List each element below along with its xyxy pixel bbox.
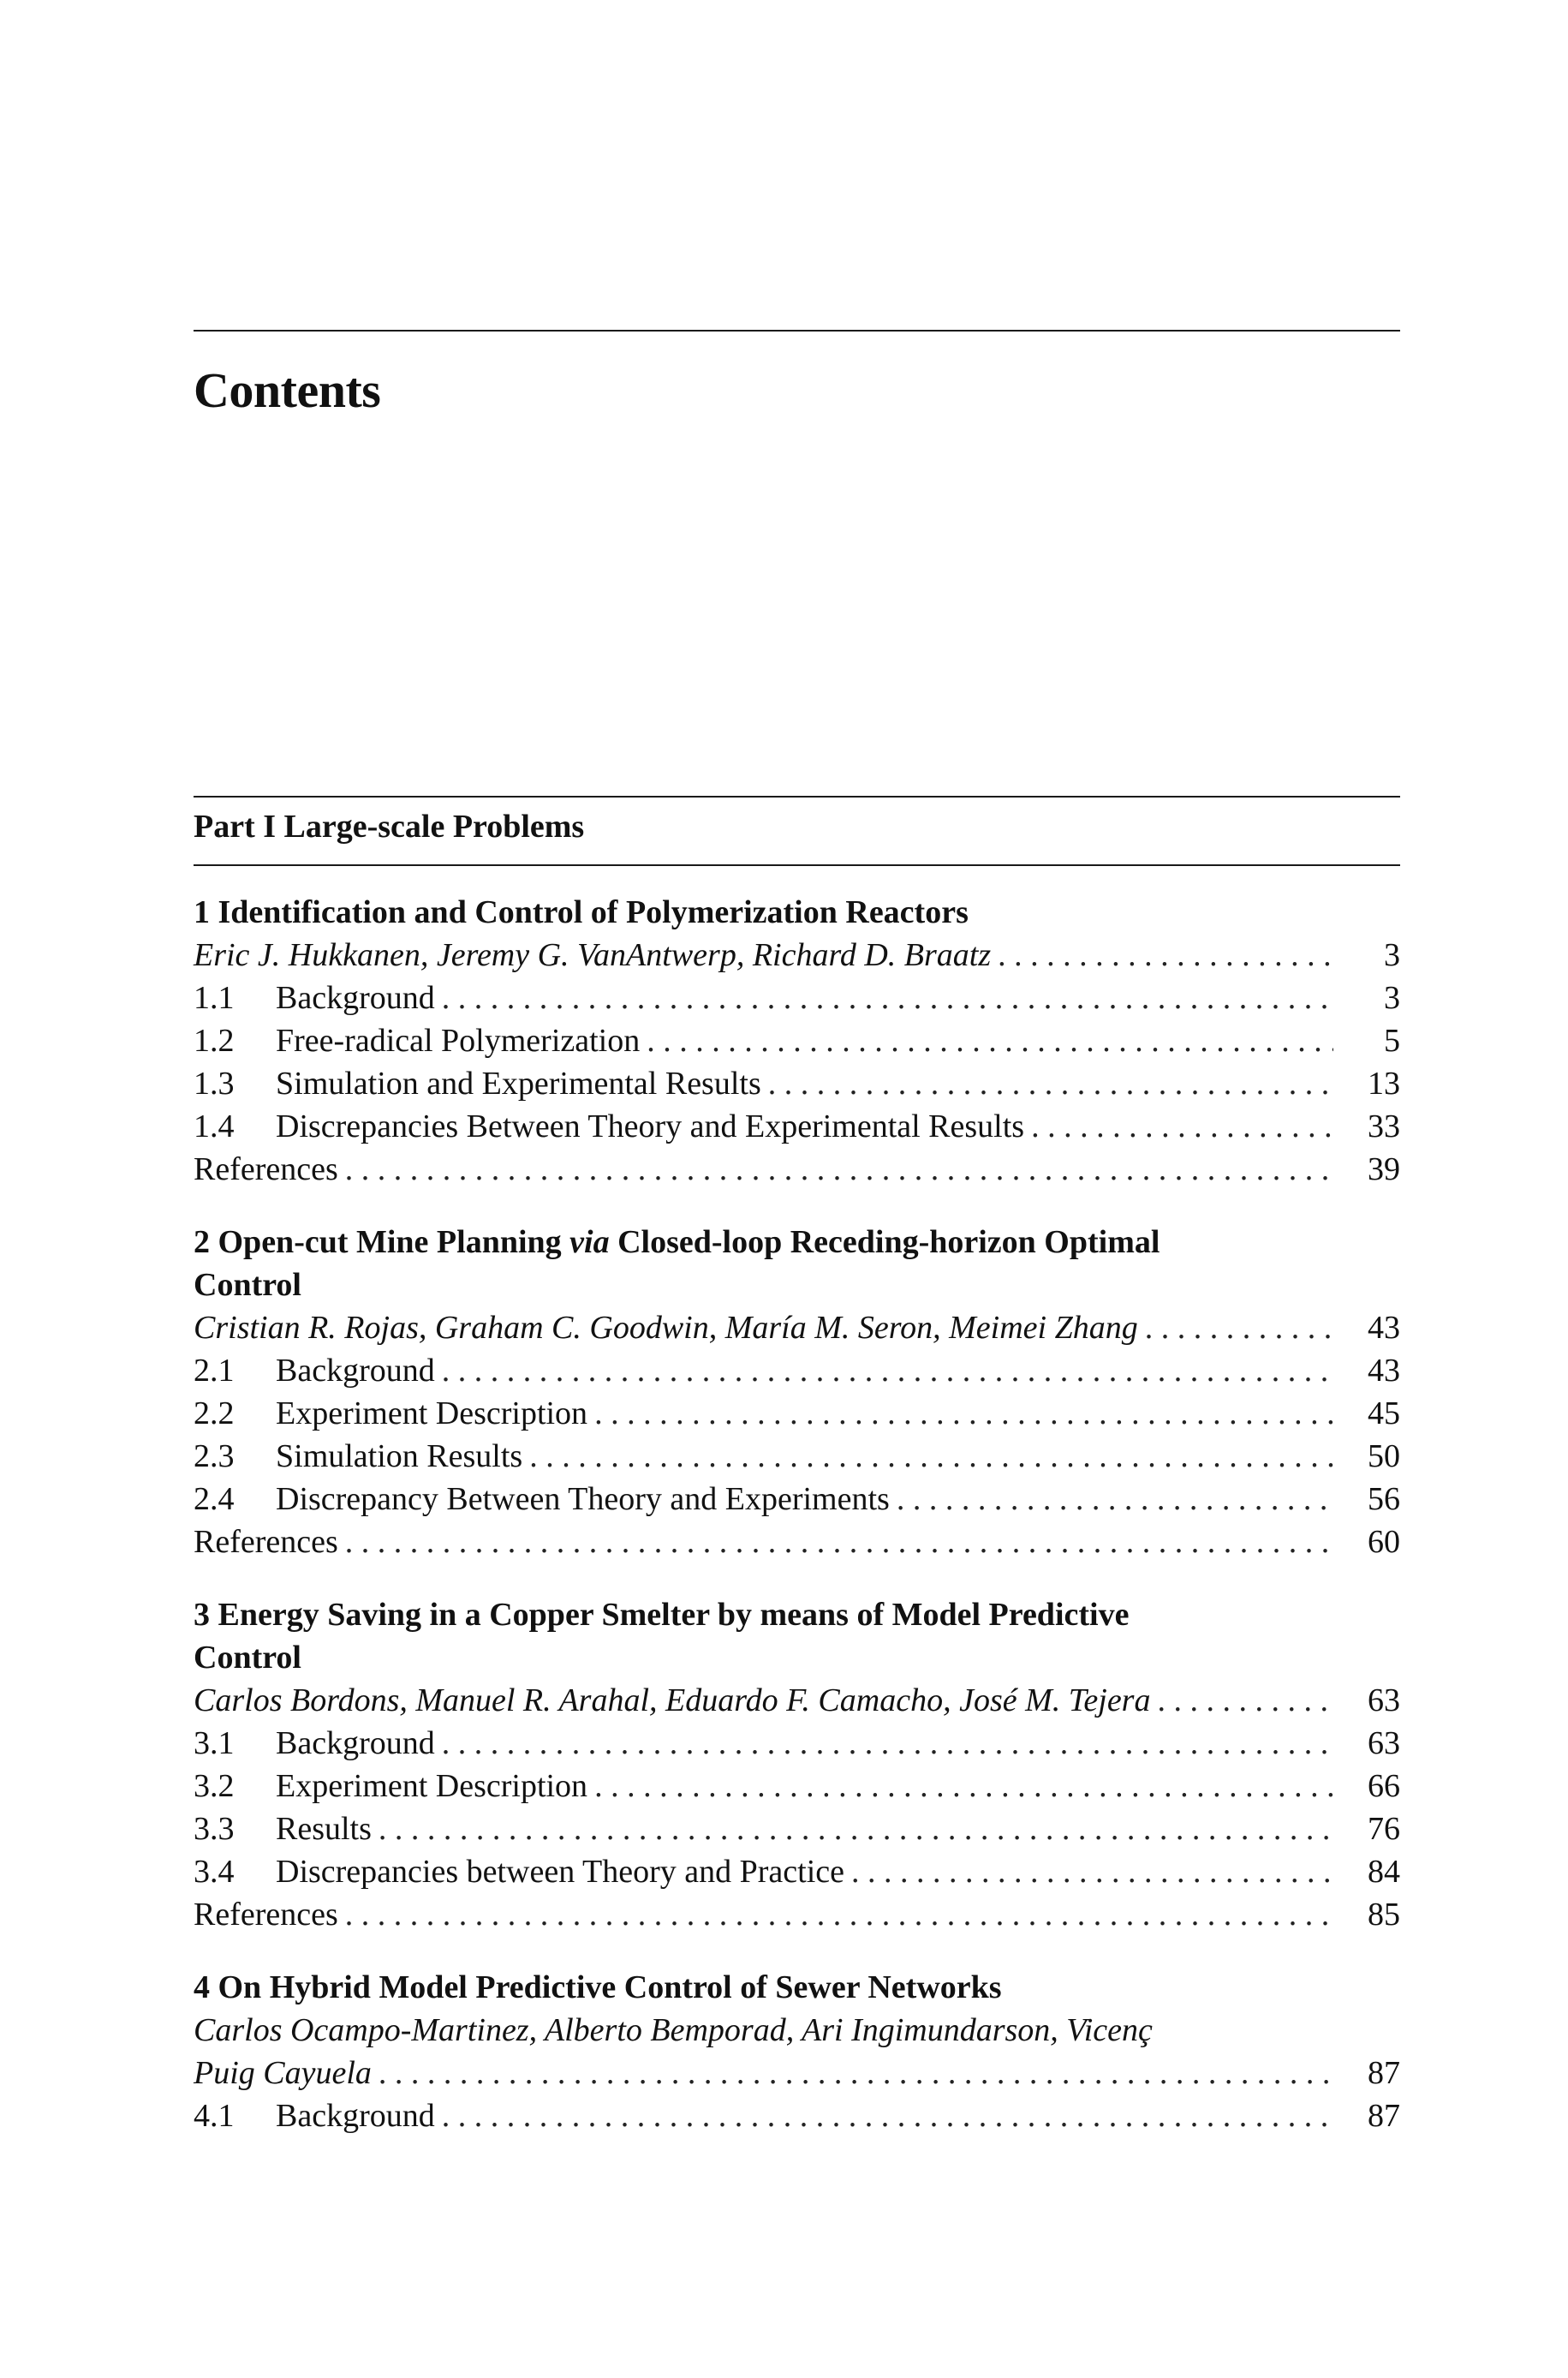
dot-leader xyxy=(647,1019,1333,1062)
page-title: Contents xyxy=(194,362,381,418)
page-number: 87 xyxy=(1368,2055,1400,2091)
references-label: References xyxy=(194,1151,338,1187)
chapter-2-title-part1: 2 Open-cut Mine Planning xyxy=(194,1224,562,1260)
section-title: Background xyxy=(276,1353,435,1389)
toc-section-3-1[interactable] xyxy=(194,1722,1400,1765)
toc-section-3-4[interactable] xyxy=(194,1850,1400,1893)
chapter-3-heading[interactable] xyxy=(194,1593,1400,1636)
page-number: 56 xyxy=(1368,1481,1400,1517)
toc-section-3-2[interactable] xyxy=(194,1765,1400,1807)
chapter-4-authors-entry[interactable] xyxy=(194,2052,1400,2094)
page-number: 63 xyxy=(1368,1725,1400,1761)
chapter-2-heading[interactable] xyxy=(194,1221,1400,1264)
chapter-2-title-italic: via xyxy=(569,1224,610,1260)
chapter-2-title-line2: Control xyxy=(194,1267,301,1303)
dot-leader xyxy=(442,1722,1333,1765)
chapter-3-authors-entry[interactable] xyxy=(194,1679,1400,1722)
dot-leader xyxy=(897,1478,1333,1521)
page-number: 66 xyxy=(1368,1768,1400,1804)
section-number: 4.1 xyxy=(194,2098,235,2134)
section-number: 1.4 xyxy=(194,1108,235,1144)
page-number: 76 xyxy=(1368,1811,1400,1847)
chapter-1-authors: Eric J. Hukkanen, Jeremy G. VanAntwerp, Richard D. Braatz xyxy=(194,937,992,973)
dot-leader xyxy=(442,1349,1333,1392)
dot-leader xyxy=(998,934,1333,977)
section-number: 2.3 xyxy=(194,1438,235,1474)
part-top-rule xyxy=(194,796,1400,798)
section-number: 2.4 xyxy=(194,1481,235,1517)
chapter-4-heading[interactable] xyxy=(194,1966,1400,2009)
page-number: 84 xyxy=(1368,1854,1400,1890)
toc-section-4-1[interactable] xyxy=(194,2094,1400,2137)
toc-section-2-4[interactable] xyxy=(194,1478,1400,1521)
dot-leader xyxy=(442,977,1333,1019)
section-title: Background xyxy=(276,2098,435,2134)
dot-leader xyxy=(345,1893,1333,1936)
section-number: 3.2 xyxy=(194,1768,235,1804)
chapter-1-authors-entry[interactable] xyxy=(194,934,1400,977)
page-number: 3 xyxy=(1384,980,1400,1016)
chapter-3-heading-line2[interactable] xyxy=(194,1636,1400,1679)
section-number: 3.3 xyxy=(194,1811,235,1847)
section-title: Background xyxy=(276,1725,435,1761)
page-number: 3 xyxy=(1384,937,1400,973)
chapter-3-authors: Carlos Bordons, Manuel R. Arahal, Eduardo F. Camacho, José M. Tejera xyxy=(194,1682,1151,1718)
chapter-3-title-line2: Control xyxy=(194,1640,301,1676)
chapter-3-title-line1: 3 Energy Saving in a Copper Smelter by means of Model Predictive xyxy=(194,1597,1130,1633)
chapter-4-authors-part1: Carlos Ocampo-Martinez, Alberto Bemporad, Ari Ingimundarson, Vicenç xyxy=(194,2012,1153,2048)
references-label: References xyxy=(194,1524,338,1560)
page-number: 60 xyxy=(1368,1524,1400,1560)
section-title: Background xyxy=(276,980,435,1016)
chapter-4-title: 4 On Hybrid Model Predictive Control of Sewer Networks xyxy=(194,1969,1002,2005)
section-number: 2.1 xyxy=(194,1353,235,1389)
dot-leader xyxy=(1031,1105,1333,1148)
chapter-2-authors: Cristian R. Rojas, Graham C. Goodwin, María M. Seron, Meimei Zhang xyxy=(194,1310,1138,1346)
section-title: Simulation Results xyxy=(276,1438,523,1474)
page-number: 45 xyxy=(1368,1395,1400,1431)
dot-leader xyxy=(442,2094,1333,2137)
page-number: 87 xyxy=(1368,2098,1400,2134)
section-title: Results xyxy=(276,1811,372,1847)
section-title: Experiment Description xyxy=(276,1395,588,1431)
chapter-2-heading-line2[interactable] xyxy=(194,1264,1400,1306)
chapter-2-authors-entry[interactable] xyxy=(194,1306,1400,1349)
section-title: Free-radical Polymerization xyxy=(276,1023,641,1059)
part-heading: Part I Large-scale Problems xyxy=(194,809,585,845)
page-number: 43 xyxy=(1368,1310,1400,1346)
dot-leader xyxy=(379,2052,1333,2094)
section-title: Discrepancies Between Theory and Experimental Results xyxy=(276,1108,1025,1144)
page-number: 63 xyxy=(1368,1682,1400,1718)
chapter-4-authors-part2: Puig Cayuela xyxy=(194,2055,372,2091)
section-title: Discrepancies between Theory and Practice xyxy=(276,1854,844,1890)
dot-leader xyxy=(594,1392,1333,1435)
dot-leader xyxy=(1145,1306,1333,1349)
toc-section-1-1[interactable] xyxy=(194,977,1400,1019)
dot-leader xyxy=(594,1765,1333,1807)
chapter-2-title-part2: Closed-loop Receding-horizon Optimal xyxy=(617,1224,1160,1260)
toc-section-3-3[interactable] xyxy=(194,1807,1400,1850)
toc-section-2-1[interactable] xyxy=(194,1349,1400,1392)
dot-leader xyxy=(529,1435,1333,1478)
page-number: 13 xyxy=(1368,1066,1400,1102)
section-number: 2.2 xyxy=(194,1395,235,1431)
section-title: Discrepancy Between Theory and Experiments xyxy=(276,1481,890,1517)
toc-references-1[interactable] xyxy=(194,1148,1400,1191)
toc-section-2-2[interactable] xyxy=(194,1392,1400,1435)
section-number: 1.3 xyxy=(194,1066,235,1102)
dot-leader xyxy=(851,1850,1333,1893)
page-number: 43 xyxy=(1368,1353,1400,1389)
part-bottom-rule xyxy=(194,864,1400,866)
toc-references-3[interactable] xyxy=(194,1893,1400,1936)
dot-leader xyxy=(345,1521,1333,1563)
toc-references-2[interactable] xyxy=(194,1521,1400,1563)
dot-leader xyxy=(345,1148,1333,1191)
section-title: Simulation and Experimental Results xyxy=(276,1066,761,1102)
dot-leader xyxy=(1157,1679,1333,1722)
toc-section-2-3[interactable] xyxy=(194,1435,1400,1478)
page-number: 39 xyxy=(1368,1151,1400,1187)
chapter-1-heading[interactable] xyxy=(194,891,1400,934)
toc-section-1-3[interactable] xyxy=(194,1062,1400,1105)
dot-leader xyxy=(768,1062,1333,1105)
chapter-4-authors-line1[interactable] xyxy=(194,2009,1400,2052)
section-number: 1.2 xyxy=(194,1023,235,1059)
top-rule xyxy=(194,330,1400,332)
chapter-1-title: 1 Identification and Control of Polymerization Reactors xyxy=(194,894,969,930)
section-number: 3.1 xyxy=(194,1725,235,1761)
toc-section-1-2[interactable] xyxy=(194,1019,1400,1062)
section-number: 1.1 xyxy=(194,980,235,1016)
dot-leader xyxy=(379,1807,1333,1850)
page-number: 85 xyxy=(1368,1897,1400,1933)
page-number: 33 xyxy=(1368,1108,1400,1144)
page-number: 5 xyxy=(1384,1023,1400,1059)
section-number: 3.4 xyxy=(194,1854,235,1890)
page-number: 50 xyxy=(1368,1438,1400,1474)
toc-section-1-4[interactable] xyxy=(194,1105,1400,1148)
section-title: Experiment Description xyxy=(276,1768,588,1804)
references-label: References xyxy=(194,1897,338,1933)
